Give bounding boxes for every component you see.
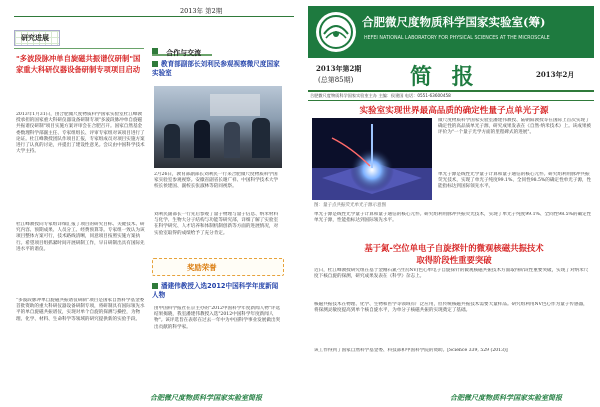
research-tag: 研究进展 [14,30,60,46]
coop-tag: 合作与交流 [152,40,212,56]
award-bullet-icon [152,283,158,289]
story2-para-1: 近日，杜江峰教授研究组在基于金刚石氮-空位(NV)色心单电子自旋探针的微观核磁共振技术方面取得阶段性重要突破，实现了对纳米尺度下核自旋的探测，研究成果发表在《科学》杂志上。 [314,268,589,280]
story1-para-2: 单光子源是线性光学量子计算和量子通信的核心元件。研究组利用脉冲共振荧光技术，实现了单光子纯度99.1%、全同性98.5%的确定性单光子源，性能指标达到国际领先水平。 [438,172,592,190]
story2-headline-a: 基于氮-空位单电子自旋探针的微观核磁共振技术 [364,243,544,253]
story2-headline-b: 取得阶段性重要突破 [416,255,492,265]
masthead [308,6,594,58]
coop-marker-icon [152,48,158,54]
story1-para-1: 微尺度物质科学国家实验室潘建伟教授、陆朝阳教授等在国际上首次实现了确定性的高品质单光子源，研究成果发表在《自然·纳米技术》上。该成果被评价为"一个量子光学方面的里程碑式的进展"。 [438,118,592,136]
figure-caption: 图：量子点共振荧光单光子源示意图 [314,203,386,208]
award-tag: 奖励荣誉 [152,258,284,276]
single-photon-figure [312,118,432,200]
jianbao-title: 简 报 [410,64,480,90]
story2-para-3: 该工作得到了国家自然科学基金委、科技部和中国科学院的资助。[Science 339, 529 (2013)] [314,348,508,353]
right-page [300,0,600,407]
coop-para-1: 2月26日，教育部副部长刘利民一行来合肥微尺度物质科学国家实验室参观视察。安徽省副省长谢广祥、中国科学技术大学校长侯建国、副校长张淑林等陪同视察。 [154,172,279,190]
lab-logo-icon [316,12,356,52]
issue-total: (总第85期) [318,76,354,84]
coop-para-2: 刘利民副部长一行先后参观了量子物理与量子信息、纳米材料与化学、生物大分子结构与功能等研究部，详细了解了实验室在科学研究、人才培养和体制机制创新等方面的进展情况，对实验室取得的成绩给予了充分肯定。 [154,212,279,236]
lab-title: 合肥微尺度物质科学国家实验室(筹) [362,15,546,29]
contact-line: 合肥微尺度物质科学国家实验室主办 主编：侯建国 电话：0551-63600458 [310,93,451,98]
research-headline: "多波段脉冲单自旋磁共振谱仪研制"国家重大科研仪器设备研制专项项目启动 [16,54,141,74]
coop-bullet-icon [152,61,158,67]
coop-headline: 教育部副部长刘利民参观视察微尺度国家实验室 [152,60,280,77]
story2-para-2: 核磁共振技术在物理、化学、生物和医学等领域有广泛应用，但传统核磁共振技术需要大量样品。研究组利用NV色心作为量子传感器，将探测灵敏度提高到单个核自旋水平，为单分子核磁共振的实现奠定了基础。 [314,302,588,314]
story1-headline: 实验室实现世界最高品质的确定性量子点单光子源 [359,106,549,116]
issue-number: 2013年第2期 [316,64,362,73]
research-para-1: 2013年1月31日，由合肥微尺度物质科学国家实验室杜江峰教授承担的国家重大科研仪器设备研制专项"多波段脉冲单自旋磁共振谱仪研制"项目实施方案评审会在合肥召开。国家自然基金委数理科学部副主任、专家组组长、评审专家组对该项目进行了论证。杜江峰教授团队作项目汇报，专家组成员对项目实施方案进行了认真的讨论，并提出了建设性意见。会议由中国科学技术大学主持。 [16,112,145,155]
research-para-3: "多波段脉冲单自旋磁共振谱仪研制"项目是国家自然科学基金委首批资助的重大科研仪器设备研制专项，将研制具有国际领先水平的单自旋磁共振谱仪，实现对单个自旋的探测与操控，为物理、化学、材料、生命科学等领域的研究提供新的实验手段。 [16,298,145,322]
issue-date: 2013年2月 [536,70,575,79]
story1-para-2b: 单光子源是线性光学量子计算和量子通信的核心元件。研究组利用脉冲共振荧光技术，实现了单光子纯度99.1%、全同性98.5%的确定性单光子源，性能指标达到国际领先水平。 [314,212,592,224]
award-headline: 潘建伟教授入选2012中国科学年度新闻人物 [152,282,279,299]
research-para-2: 杜江峰教授向专家组详细汇报了项目的研究目标、关键技术、研究内容、预期成果、人员分工、经费预算等。专家组一致认为该项目整体方案可行，技术路线清晰，同意项目按照实施方案执行。希望项目组抓紧时间开展研制工作，早日研制出具有国际先进水平的谱仪。 [16,222,145,252]
coop-photo [154,86,282,168]
lab-subtitle: HEFEI NATIONAL LABORATORY FOR PHYSICAL SCIENCES AT THE MICROSCALE [364,36,550,41]
left-footer: 合肥微尺度物质科学国家实验室简报 [150,393,262,402]
award-para: 由中国科学报社在京主办的"2012中国科学年度新闻人物"评选结果揭晓，我室潘建伟教授入选"2012中国科学年度新闻人物"。该评选旨在表彰在过去一年中为中国科学事业发展做出突出贡献的科学家。 [154,306,281,330]
issue-label: 2013年 第2期 [180,7,223,15]
right-footer: 合肥微尺度物质科学国家实验室简报 [450,393,562,402]
